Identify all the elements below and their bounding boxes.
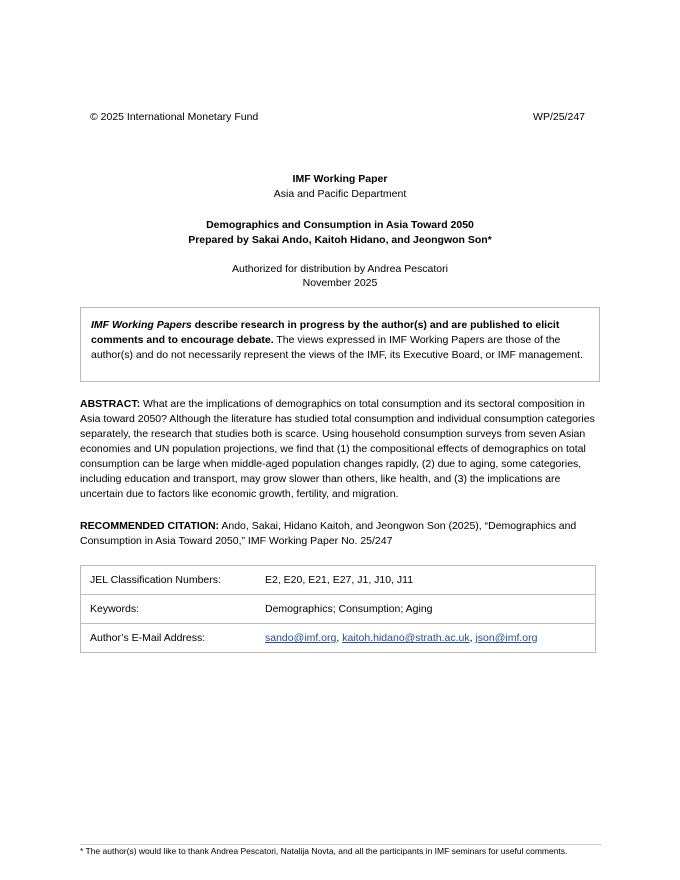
disclaimer-bold: describe research in progress by the author(s) and are published to elicit comments and to encourage debate. <box>91 319 560 346</box>
disclaimer-plain: The views expressed in IMF Working Papers are those of the author(s) and do not necessarily represent the views of the IMF, its Executive Board, or IMF management. <box>91 334 583 361</box>
footnote-text: * The author(s) would like to thank Andrea Pescatori, Natalija Novta, and all the participants in IMF seminars for useful comments. <box>80 846 568 856</box>
disclaimer-lead: IMF Working Papers <box>91 319 192 331</box>
abstract-paragraph <box>80 397 600 502</box>
table-row <box>81 566 596 595</box>
email-link-ando[interactable]: sando@imf.org <box>265 632 337 644</box>
email-separator: , <box>336 632 343 644</box>
email-link-son[interactable]: json@imf.org <box>475 632 538 644</box>
citation-label: RECOMMENDED CITATION: <box>80 520 220 532</box>
email-value <box>256 624 596 653</box>
publication-date: November 2025 <box>302 277 378 289</box>
email-label: Author’s E-Mail Address: <box>81 624 257 653</box>
copyright-text: © 2025 International Monetary Fund <box>90 111 259 123</box>
paper-title: Demographics and Consumption in Asia Toward 2050 <box>206 219 474 231</box>
email-separator: , <box>469 632 476 644</box>
keywords-value: Demographics; Consumption; Aging <box>256 595 596 624</box>
authorized-by: Authorized for distribution by Andrea Pescatori <box>232 263 448 275</box>
jel-value: E2, E20, E21, E27, J1, J10, J11 <box>256 566 596 595</box>
disclaimer-box <box>80 307 600 382</box>
keywords-label: Keywords: <box>81 595 257 624</box>
abstract-label: ABSTRACT: <box>80 398 141 410</box>
metadata-table <box>80 565 596 653</box>
table-row <box>81 595 596 624</box>
citation-paragraph <box>80 519 600 549</box>
jel-label: JEL Classification Numbers: <box>81 566 257 595</box>
department: Asia and Pacific Department <box>273 188 407 200</box>
email-link-hidano[interactable]: kaitoh.hidano@strath.ac.uk <box>342 632 470 644</box>
series-title: IMF Working Paper <box>292 173 388 185</box>
working-paper-number: WP/25/247 <box>533 111 585 123</box>
footnote-divider <box>80 844 602 845</box>
table-row <box>81 624 596 653</box>
authors-line: Prepared by Sakai Ando, Kaitoh Hidano, and Jeongwon Son* <box>188 234 492 246</box>
abstract-text: What are the implications of demographics on total consumption and its sectoral composition in Asia toward 2050? Although the literature has studied total consumption and individual consumption categories separately, the research that studies both is scarce. Using household consumption surveys from seven Asian economies and UN population projections, we find that (1) the compositional effects of demographics on total consumption can be large when middle-aged population changes rapidly, (2) due to aging, some categories, including education and transport, may grow slower than others, like health, and (3) the implications are uncertain due to factors like economic growth, fertility, and migration. <box>80 398 595 500</box>
citation-text: Ando, Sakai, Hidano Kaitoh, and Jeongwon Son (2025), “Demographics and Consumption in Asia Toward 2050,” IMF Working Paper No. 25/247 <box>80 520 577 547</box>
